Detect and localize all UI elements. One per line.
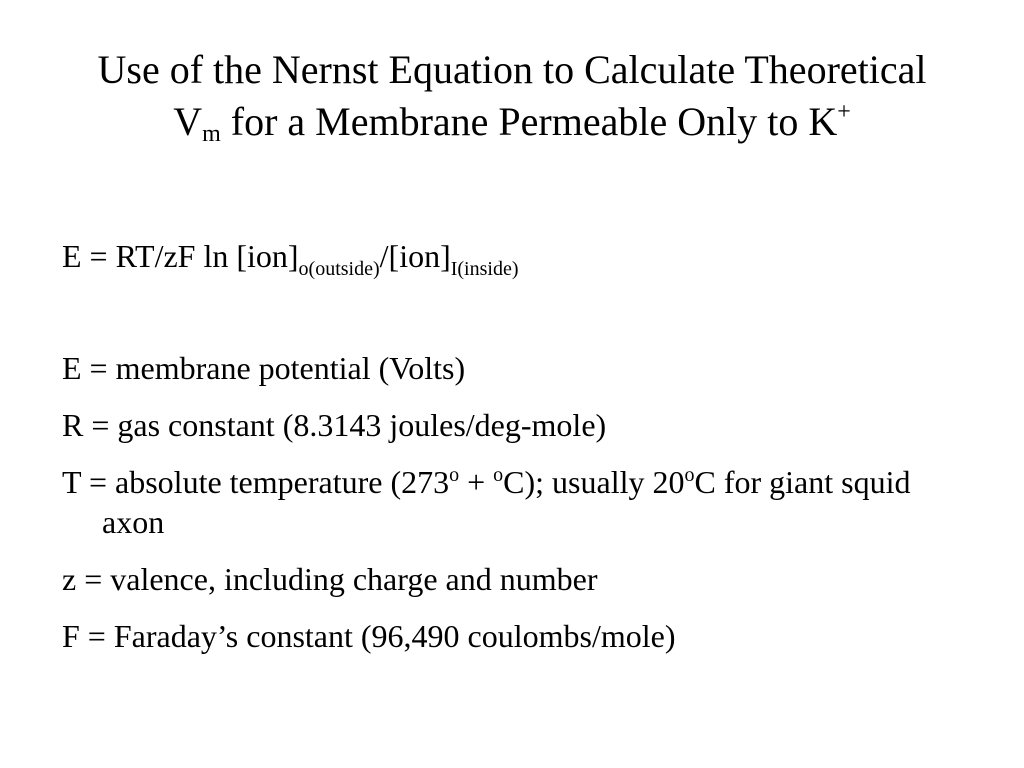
degree-superscript-1: o: [449, 464, 460, 486]
equation-subscript-outside: o(outside): [298, 258, 380, 280]
definition-r: R = gas constant (8.3143 joules/deg-mole): [62, 407, 607, 443]
title-line-2: [20, 96, 1004, 148]
definition-t-part2: +: [459, 464, 494, 500]
title-v-subscript: m: [202, 121, 221, 147]
equation-subscript-inside: I(inside): [450, 258, 519, 280]
definition-t-part3: C); usually 20: [503, 464, 685, 500]
degree-superscript-2: o: [493, 464, 504, 486]
title-line-2-text: for a Membrane Permeable Only to K: [220, 99, 838, 144]
definition-t: [62, 462, 962, 542]
definition-f: F = Faraday’s constant (96,490 coulombs/mole): [62, 618, 676, 654]
definition-t-part1: T = absolute temperature (273: [62, 464, 450, 500]
definition-z: z = valence, including charge and number: [62, 561, 598, 597]
title-k-superscript: +: [837, 99, 851, 125]
definition-t-part4: C for giant squid axon: [102, 464, 911, 540]
equation-lhs: E = RT/zF ln [ion]: [62, 238, 299, 274]
equation-middle: /[ion]: [379, 238, 451, 274]
nernst-equation: [62, 236, 962, 280]
definition-e: E = membrane potential (Volts): [62, 350, 466, 386]
slide-body: [62, 236, 962, 673]
slide-title: [20, 44, 1004, 148]
degree-superscript-3: o: [684, 464, 695, 486]
title-line-1: Use of the Nernst Equation to Calculate Theoretical: [97, 47, 927, 92]
title-v-symbol: V: [173, 99, 203, 144]
